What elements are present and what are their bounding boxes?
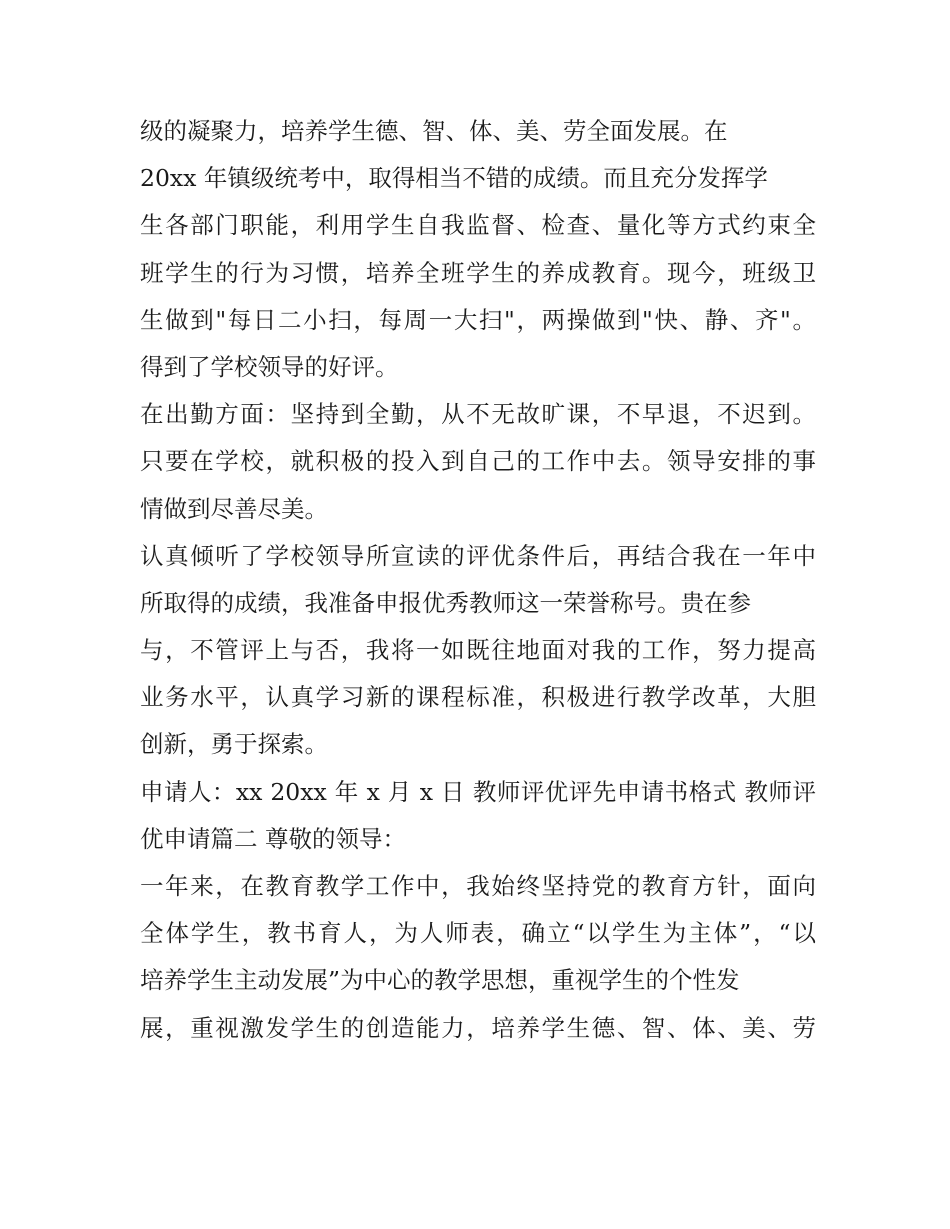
text-line: 业务水平，认真学习新的课程标准，积极进行教学改革，大胆 xyxy=(140,683,816,712)
text-line: 生各部门职能，利用学生自我监督、检查、量化等方式约束全 xyxy=(140,211,816,240)
document-body xyxy=(140,108,816,1052)
text-line: 申请人：xx 20xx 年 x 月 x 日 教师评优评先申请书格式 教师评 xyxy=(140,777,816,806)
text-line: 得到了学校领导的好评。 xyxy=(140,352,399,381)
text-line: 一年来，在教育教学工作中，我始终坚持党的教育方针，面向 xyxy=(140,872,816,900)
text-line: 全体学生，教书育人，为人师表，确立“以学生为主体”，“以 xyxy=(140,919,816,948)
text-line: 情做到尽善尽美。 xyxy=(140,494,328,523)
text-line: 级的凝聚力，培养学生德、智、体、美、劳全面发展。在 xyxy=(140,117,728,145)
text-line: 只要在学校，就积极的投入到自己的工作中去。领导安排的事 xyxy=(140,447,816,476)
text-line: 在出勤方面：坚持到全勤，从不无故旷课，不早退，不迟到。 xyxy=(140,400,816,429)
text-line: 生做到"每日二小扫，每周一大扫"，两操做到"快、静、齐"。 xyxy=(140,305,816,334)
text-line: 所取得的成绩，我准备申报优秀教师这一荣誉称号。贵在参 xyxy=(140,588,751,617)
text-line: 展，重视激发学生的创造能力，培养学生德、智、体、美、劳 xyxy=(140,1013,816,1042)
text-line: 20xx 年镇级统考中，取得相当不错的成绩。而且充分发挥学 xyxy=(140,164,768,193)
text-line: 优申请篇二 尊敬的领导： xyxy=(140,824,406,853)
text-line: 认真倾听了学校领导所宣读的评优条件后，再结合我在一年中 xyxy=(140,541,816,570)
text-line: 创新，勇于探索。 xyxy=(140,730,328,759)
text-line: 培养学生主动发展”为中心的教学思想，重视学生的个性发 xyxy=(140,966,740,995)
text-line: 班学生的行为习惯，培养全班学生的养成教育。现今，班级卫 xyxy=(140,258,816,287)
text-line: 与，不管评上与否，我将一如既往地面对我的工作，努力提高 xyxy=(140,636,816,665)
